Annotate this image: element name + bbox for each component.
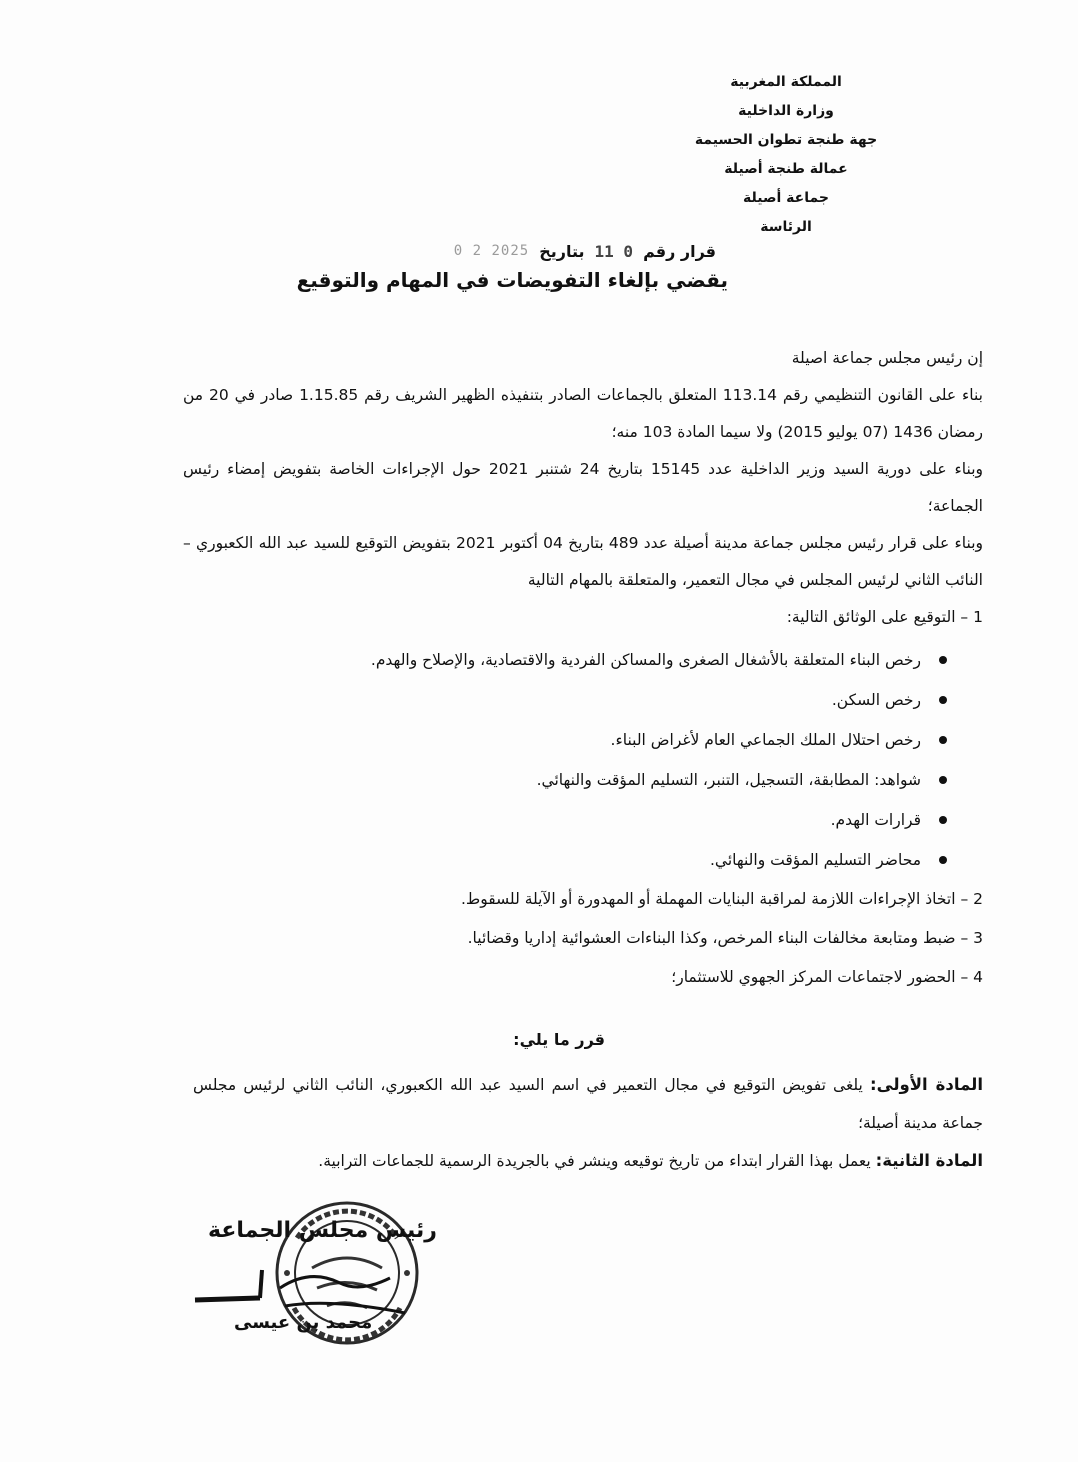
article-1 <box>193 1066 983 1142</box>
list-item: رخص احتلال الملك الجماعي العام لأغراض البناء. <box>183 720 943 760</box>
list-item: محاضر التسليم المؤقت والنهائي. <box>183 840 943 880</box>
document-body <box>183 340 983 997</box>
item-3: 3 – ضبط ومتابعة مخالفات البناء المرخص، وكذا البناءات العشوائية إداريا وقضائيا. <box>467 929 983 947</box>
chair-statement: إن رئيس مجلس جماعة اصيلة <box>791 349 983 367</box>
list-item: رخص السكن. <box>183 680 943 720</box>
legal-basis-previous-decision: وبناء على قرار رئيس مجلس جماعة مدينة أصيلة عدد 489 بتاريخ 04 أكتوبر 2021 بتفويض التوقيع للسيد عبد الله الكعبوري – النائب الثاني لرئيس المجلس في مجال التعمير، والمتعلقة بالمهام التالية <box>183 534 984 589</box>
decision-number-line <box>336 236 716 266</box>
header-line-prefecture: عمالة طنجة أصيلة <box>724 161 848 177</box>
item-4: 4 – الحضور لاجتماعات المركز الجهوي للاستثمار؛ <box>671 968 983 986</box>
decision-subject: يقضي بإلغاء التفويضات في المهام والتوقيع <box>296 268 728 292</box>
header-line-commune: جماعة أصيلة <box>743 190 829 206</box>
article-1-text: يلغى تفويض التوقيع في مجال التعمير في اسم السيد عبد الله الكعبوري، النائب الثاني لرئيس مجلس جماعة مدينة أصيلة؛ <box>193 1076 983 1132</box>
article-2-text: يعمل بهذا القرار ابتداء من تاريخ توقيعه وينشر في بالجريدة الرسمية للجماعات الترابية. <box>318 1152 876 1170</box>
documents-list <box>183 640 983 880</box>
article-2 <box>193 1142 983 1180</box>
legal-basis-law: بناء على القانون التنظيمي رقم 113.14 المتعلق بالجماعات الصادر بتنفيذه الظهير الشريف رقم 1.15.85 صادر في 20 من رمضان 1436 (07 يوليو 2015) ولا سيما المادة 103 منه؛ <box>183 386 984 441</box>
decision-date-label: بتاريخ <box>539 241 585 261</box>
signature-title: رئيس مجلس الجماعة <box>208 1218 437 1243</box>
list-item: شواهد: المطابقة، التسجيل، التنبر، التسليم المؤقت والنهائي. <box>183 760 943 800</box>
header-line-presidency: الرئاسة <box>760 219 812 235</box>
item-1-title: 1 – التوقيع على الوثائق التالية: <box>786 608 983 626</box>
decision-number-stamp: 0 11 <box>594 241 634 261</box>
list-item: قرارات الهدم. <box>183 800 943 840</box>
articles-section <box>193 1066 983 1180</box>
header-line-ministry: وزارة الداخلية <box>738 103 834 119</box>
signatory-name: محمد بن عيسى <box>234 1312 373 1333</box>
article-2-label: المادة الثانية: <box>875 1151 983 1170</box>
decided-heading: قرر ما يلي: <box>513 1030 605 1049</box>
document-header <box>656 68 916 242</box>
decision-date-stamp: 2025 2 0 <box>453 243 530 259</box>
signature-block <box>190 1198 437 1368</box>
article-1-label: المادة الأولى: <box>870 1075 983 1094</box>
decision-number-label: قرار رقم <box>643 241 716 261</box>
header-line-kingdom: المملكة المغربية <box>730 74 842 90</box>
header-line-region: جهة طنجة تطوان الحسيمة <box>694 132 878 148</box>
legal-basis-circular: وبناء على دورية السيد وزير الداخلية عدد 15145 بتاريخ 24 شتنبر 2021 حول الإجراءات الخاصة بتفويض إمضاء رئيس الجماعة؛ <box>183 460 983 515</box>
list-item: رخص البناء المتعلقة بالأشغال الصغرى والمساكن الفردية والاقتصادية، والإصلاح والهدم. <box>183 640 943 680</box>
item-2: 2 – اتخاذ الإجراءات اللازمة لمراقبة البنايات المهملة أو المهدورة أو الآيلة للسقوط. <box>461 890 983 908</box>
